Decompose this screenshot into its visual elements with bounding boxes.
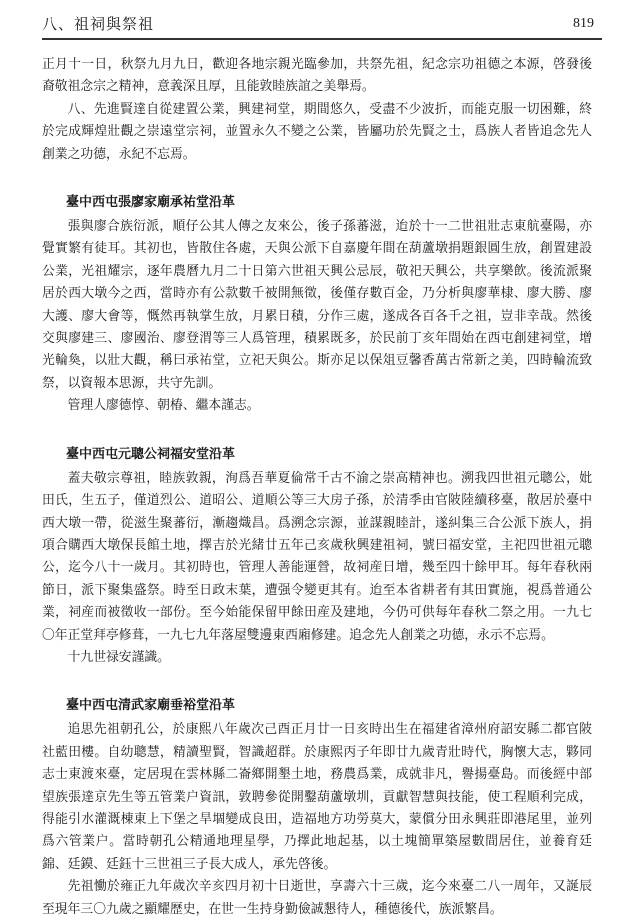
section-paragraph: 追思先祖朝孔公，於康熙八年歲次己酉正月廿一日亥時出生在福建省漳州府詔安縣二都官陂社藍田樓。自幼聰慧，精讀聖賢，智識超群。於康熙丙子年即廿九歲青壯時代，胸懷大志，夥同志士東渡來臺，定居現在雲林縣二崙鄉開墾土地，務農爲業，成就非凡，譽揚臺島。而後經中部望族張達京先生等五管業户資訊，敦聘參從開鑿葫蘆墩圳，貢獻智慧與技能，使工程順利完成，得能引水灌溉棟東上下堡之旱堌變成良田，造福地方功勞莫大，蒙償分田永興莊即港尾里，並列爲六管業户。當時朝孔公精通地理星學，乃擇此地起基，以土塊簡單築屋數間居住，並養育廷錦、廷鏌、廷鈺十三世祖三子長大成人，承先啓後。 <box>42 722 592 872</box>
section-signature: 管理人廖德惇、朝椿、繼本謹志。 <box>67 398 260 414</box>
section-title: 臺中西屯元聰公祠福安堂沿革 <box>66 446 236 462</box>
section-signature: 十九世禄安謹識。 <box>67 649 170 665</box>
page-number: 819 <box>573 16 594 31</box>
chapter-title: 八、祖祠與祭祖 <box>42 15 155 33</box>
intro-paragraph-2: 八、先進賢達自從建置公業，興建祠堂，期間悠久，受盡不少波折，而能克服一切困難，終於完成輝煌壯觀之崇遠堂宗祠，並置永久不變之公業，皆屬功於先賢之士，爲族人者皆追念先人創業之功德，永紀不忘焉。 <box>42 101 592 162</box>
page-header <box>42 14 602 40</box>
section-title: 臺中西屯張廖家廟承祐堂沿革 <box>66 195 236 211</box>
section-chuiyu-hall <box>42 695 592 921</box>
page-body <box>42 54 592 921</box>
section-paragraph: 張與廖合族衍派，順仔公其人傳之友來公，後子孫蕃滋，迨於十一二世祖壯志東航臺陽，亦覺實繁有徒耳。其初也，皆散住各處，天與公派下自嘉慶年間在葫蘆墩捐題銀圓生放，創置建設公業，光祖耀宗，逐年農曆九月二十日第六世祖天興公忌辰，敬祀天興公，共享樂飲。後流派聚居於西大墩今之西，當時亦有公款數千被開無徵，後僅存數百金，乃分析與廖華棣、廖大勝、廖大護、廖大會等，慨然再執掌生放，月累日積，分作三處，遂成各百各千之祖，豈非幸哉。然後交與廖建三、廖國治、廖登渭等三人爲管理，積累既多，於民前丁亥年間始在西屯創建祠堂，增光輪奐，以壯大觀，稱曰承祐堂，立祀天與公。斯亦足以保俎豆馨香萬古常新之美，四時輪流致祭，以資報本思源，共守先訓。 <box>42 219 592 391</box>
section-paragraph: 蓋夫敬宗尊祖，睦族敦親，洵爲吾華夏倫常千古不渝之崇高精神也。溯我四世祖元聰公，妣田氏，生五子，僅道烈公、道昭公、道順公等三大房子孫，於清季由官陂陸續移臺，散居於臺中西大墩一帶，從滋生聚蕃衍，漸趨熾昌。爲溯念宗源，並謀親睦計，遂糾集三合公派下族人，捐項合購西大墩保長館土地，擇吉於光緒廿五年己亥歲秋興建祖祠，號曰福安堂，主祀四世祖元聰公，迄今八十一歲月。其初時也，管理人善能運營，故祠産日增，幾至四十餘甲耳。每年春秋兩節日，派下聚集盛祭。時至日政末葉，遭强令變更其有。迨至本省耕者有其田實施，視爲普通公業，祠産而被徵收一部份。至今始能保留甲餘田産及建地，今仍可供每年春秋二祭之用。一九七〇年正堂拜亭修葺，一九七九年落屋雙邊東西廂修建。追念先人創業之功德，永示不忘焉。 <box>42 470 592 643</box>
section-chengyou-hall <box>42 192 592 418</box>
section-fuan-hall <box>42 444 592 670</box>
intro-paragraph-1: 正月十一日，秋祭九月九日，歡迎各地宗親光臨參加，共祭先祖，紀念宗功祖德之本源，啓發後裔敬祖念宗之精神，意義深且厚，且能敦睦族誼之美舉焉。 <box>42 57 592 95</box>
section-paragraph: 先祖慟於雍正九年歲次辛亥四月初十日逝世，享壽六十三歲，迄今來臺二八一周年，又誕辰至現年三〇九歲之顯耀歷史，在世一生持身勤儉誠懇待人，種德後代，族派繁昌。 <box>42 879 592 917</box>
section-title: 臺中西屯清武家廟垂裕堂沿革 <box>66 698 236 714</box>
